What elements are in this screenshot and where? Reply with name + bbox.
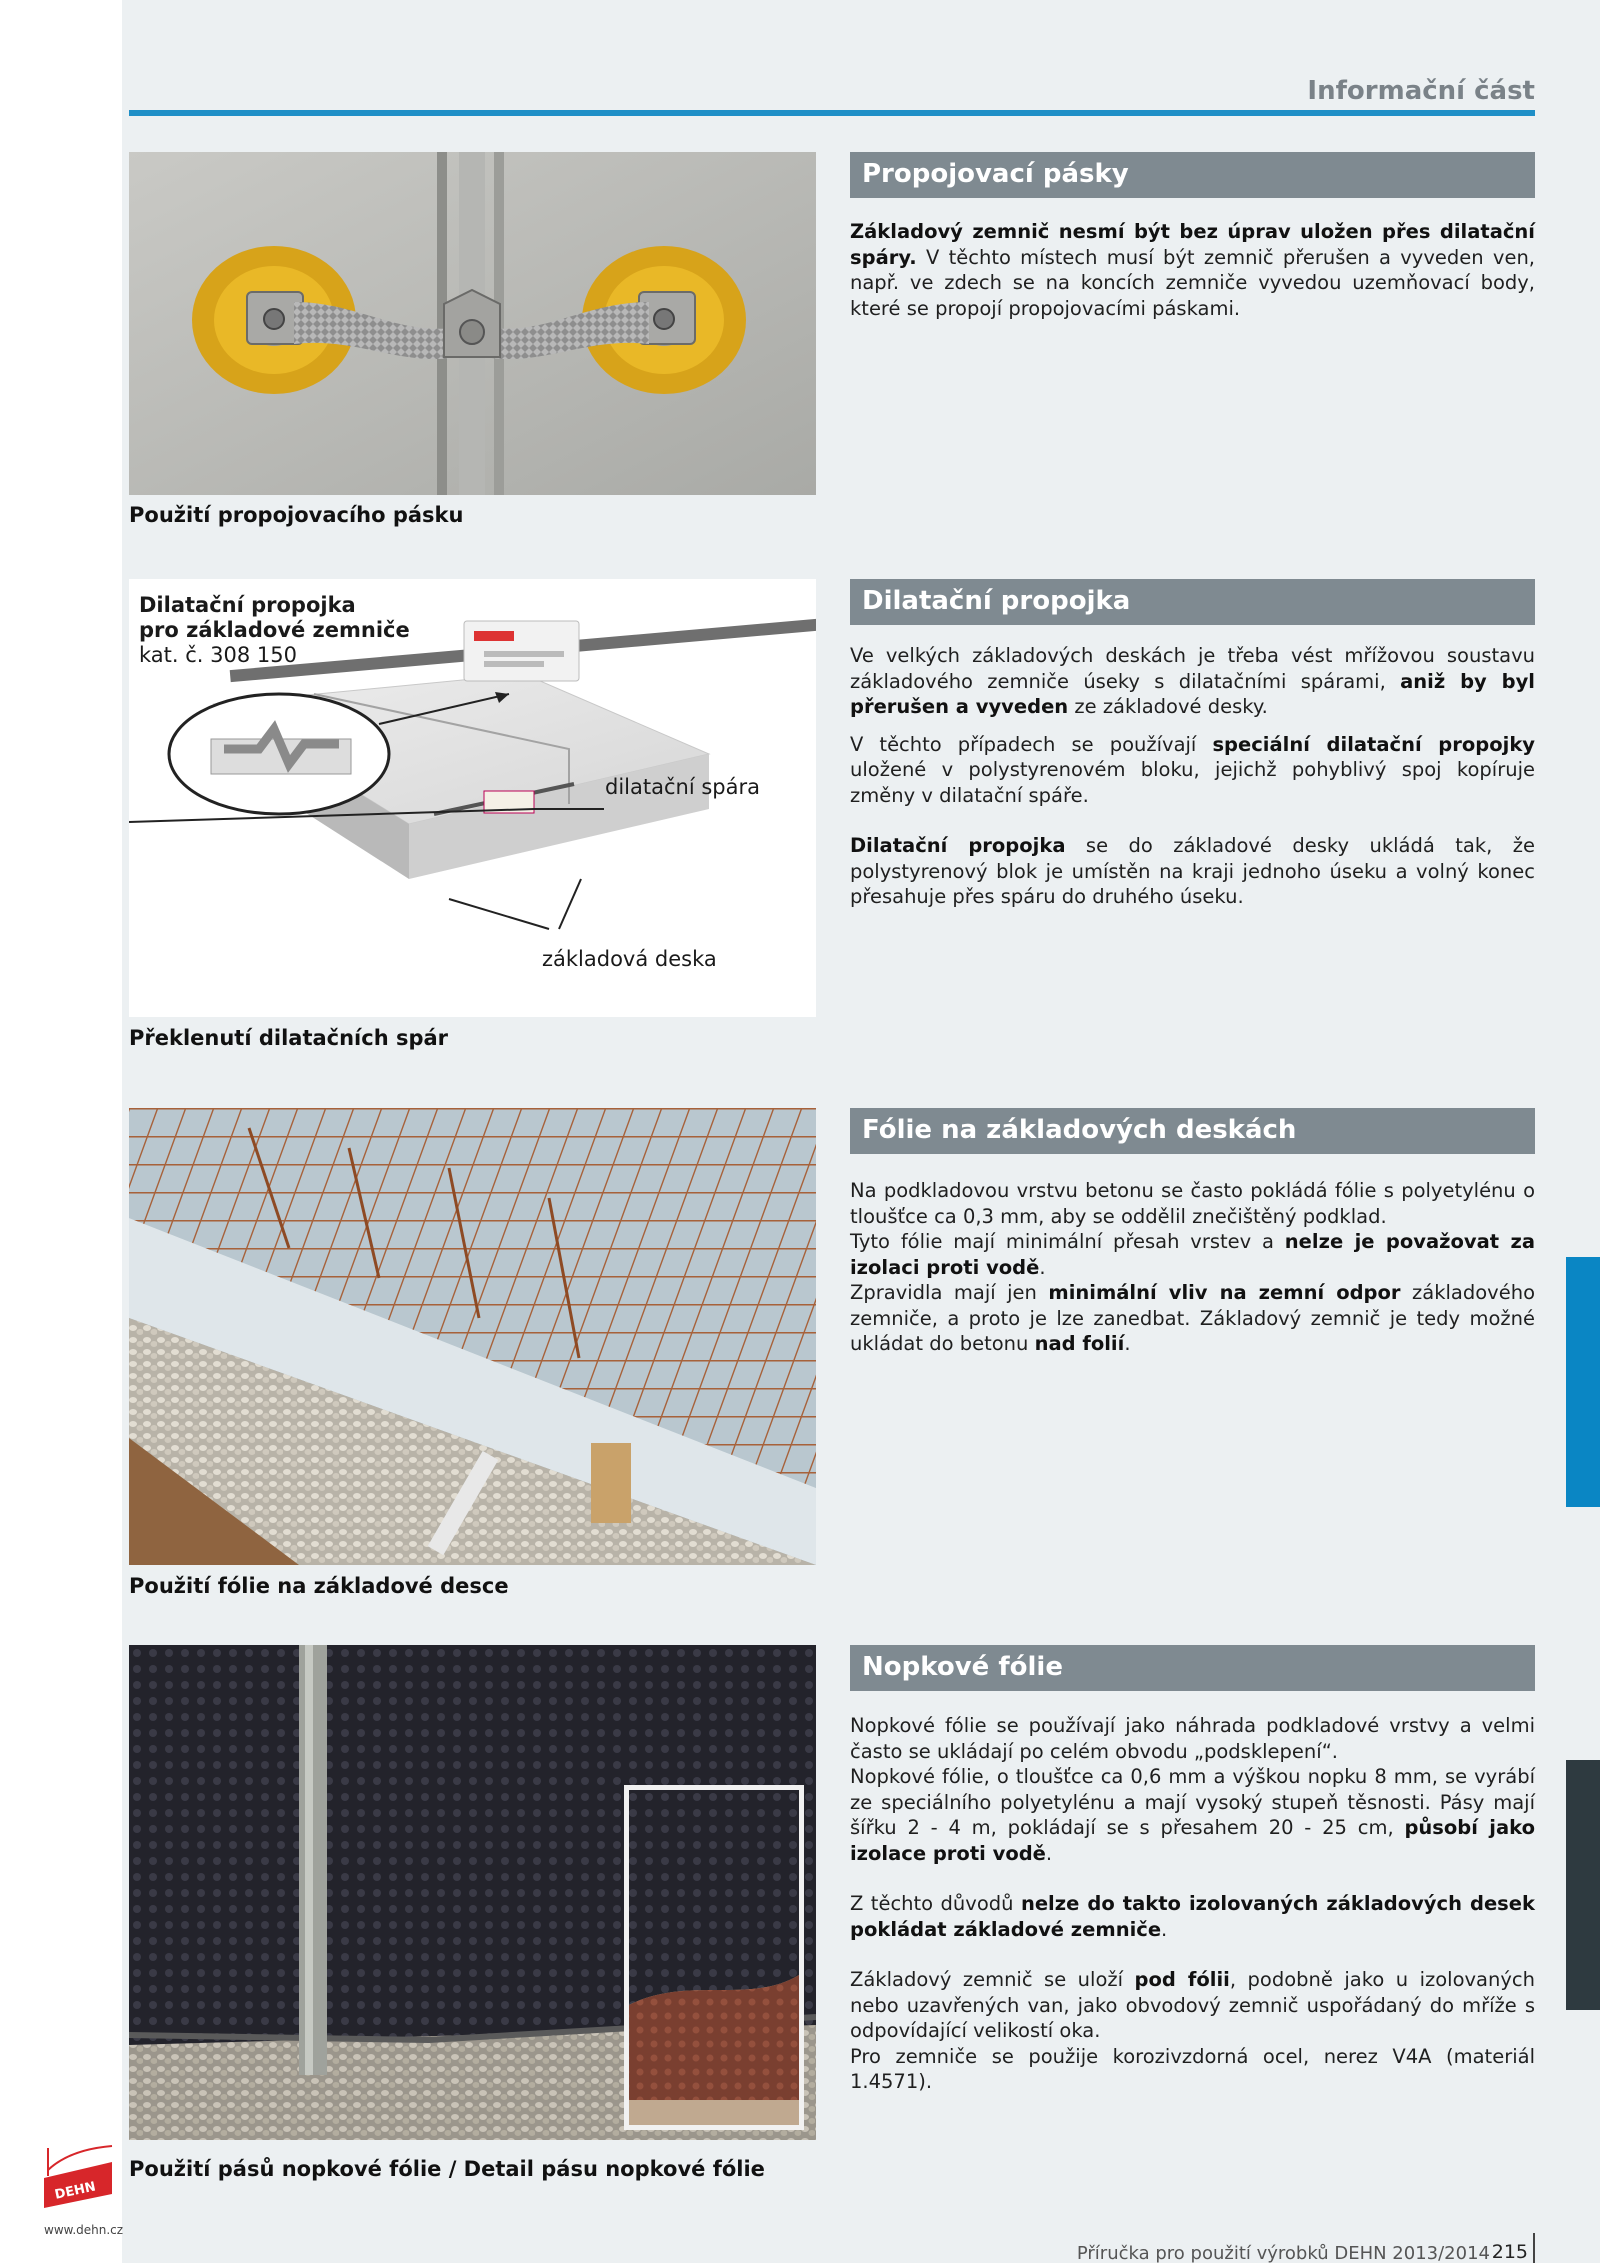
text-span: .	[1045, 1841, 1053, 1865]
heading-folie-na-zakladovych-deskach: Fólie na základových deskách	[850, 1108, 1535, 1154]
header-rule	[129, 110, 1535, 116]
side-tab-active	[1566, 1257, 1600, 1507]
text-bold: speciální dilatační propojky	[1212, 732, 1535, 756]
heading-dilatacni-propojka: Dilatační propojka	[850, 579, 1535, 625]
caption-bonding-strap: Použití propojovacího pásku	[129, 503, 464, 527]
text-span: V těchto případech se používají	[850, 732, 1213, 756]
diagram-title-line2: pro základové zemniče	[139, 618, 410, 642]
page-header-title: Informační část	[1307, 76, 1535, 106]
diagram-title	[139, 593, 410, 668]
text-span: základového zemniče, a proto je lze zanedbat. Základový zemnič je tedy možné ukládat do betonu	[850, 1281, 1535, 1355]
footer-divider	[1533, 2233, 1535, 2263]
diagram-catalog: kat. č. 308 150	[139, 643, 297, 667]
heading-nopkove-folie: Nopkové fólie	[850, 1645, 1535, 1691]
caption-expansion-bridge: Překlenutí dilatačních spár	[129, 1026, 449, 1050]
text-span: .	[1161, 1917, 1168, 1941]
side-tab-dark	[1566, 1760, 1600, 2010]
diagram-title-line1: Dilatační propojka	[139, 593, 356, 617]
text-paragraph: Na podkladovou vrstvu betonu se často pokládá fólie s polyetylénu o tloušťce ca 0,3 mm, aby se oddělil znečištěný podklad.	[850, 1179, 1535, 1228]
page-number: 215	[1491, 2241, 1528, 2263]
text-bold: Dilatační propojka	[850, 834, 1066, 857]
diagram-label-joint: dilatační spára	[605, 775, 760, 799]
text-nopkove-folie	[850, 1713, 1535, 2095]
text-span: Z těchto důvodů	[850, 1892, 1021, 1915]
diagram-label-slab: základová deska	[542, 947, 717, 971]
text-span: .	[1039, 1255, 1046, 1279]
photo-dimpled-membrane	[129, 1645, 816, 2140]
text-bold: nelze do takto izolovaných základových desek pokládat základové zemniče	[850, 1892, 1535, 1941]
text-span: Základový zemnič se uloží	[850, 1968, 1135, 1991]
text-paragraph: Nopkové fólie se používají jako náhrada podkladové vrstvy a velmi často se ukládají po celém obvodu „podsklepení“.	[850, 1714, 1535, 1763]
text-bold: nelze je považovat za izolaci proti vodě	[850, 1230, 1535, 1279]
text-span: Tyto fólie mají minimální přesah vrstev a	[850, 1230, 1285, 1253]
logo-text: DEHN	[53, 2179, 98, 2203]
text-bold: pod fólii	[1134, 1968, 1230, 1991]
dehn-logo	[40, 2140, 116, 2216]
photo-bonding-strap	[129, 152, 816, 495]
text-span: , podobně jako u izolovaných nebo uzavřených van, jako obvodový zemnič uspořádaný do mříže s odpovídající velikostí oka.	[850, 1968, 1535, 2042]
text-span: Zpravidla mají jen	[850, 1281, 1049, 1304]
text-bold: Základový zemnič nesmí být bez úprav uložen přes dilatační spáry.	[850, 220, 1535, 269]
diagram-expansion-bridge	[129, 579, 816, 1017]
text-span: se do základové desky ukládá tak, že polystyrenový blok je umístěn na kraji jednoho úseku a volný konec přesahuje přes spáru do druhého úseku.	[850, 834, 1535, 908]
text-span: .	[1124, 1332, 1131, 1355]
text-span: V těchto místech musí být zemnič přerušen a vyveden ven, např. ve zdech se na koncích zemniče vyvedou uzemňovací body, které se propojí propojovacími páskami.	[850, 245, 1535, 320]
text-folie-na-zakladovych-deskach	[850, 1178, 1535, 1357]
text-bold: minimální vliv na zemní odpor	[1048, 1281, 1401, 1304]
text-span: Ve velkých základových deskách je třeba vést mřížovou soustavu základového zemniče úseky s dilatačními spárami,	[850, 644, 1535, 693]
text-paragraph: Pro zemniče se použije korozivzdorná ocel, nerez V4A (materiál 1.4571).	[850, 2044, 1535, 2093]
text-dilatacni-propojka	[850, 643, 1535, 910]
footer-url: www.dehn.cz	[44, 2223, 124, 2237]
text-bold: působí jako izolace proti vodě	[850, 1816, 1535, 1865]
text-span: Nopkové fólie, o tloušťce ca 0,6 mm a výškou nopku 8 mm, se vyrábí ze speciálního polyetylénu a mají vysoký stupeň těsnosti. Pásy mají šířku 2 - 4 m, pokládají se s přesahem 20 - 25 cm,	[850, 1765, 1535, 1839]
text-span: ze základové desky.	[1068, 695, 1268, 718]
text-bold: nad folií	[1034, 1332, 1125, 1355]
text-bold: aniž by byl přerušen a vyveden	[850, 669, 1535, 718]
text-propojovaci-pasky	[850, 219, 1535, 321]
caption-foil-on-slab: Použití fólie na základové desce	[129, 1574, 509, 1598]
caption-dimpled-membrane: Použití pásů nopkové fólie / Detail pásu nopkové fólie	[129, 2157, 765, 2181]
footer-publication: Příručka pro použití výrobků DEHN 2013/2014	[1076, 2243, 1490, 2263]
heading-propojovaci-pasky: Propojovací pásky	[850, 152, 1535, 198]
text-span: uložené v polystyrenovém bloku, jejichž pohyblivý spoj kopíruje změny v dilatační spáře.	[850, 758, 1535, 807]
photo-foil-on-slab	[129, 1108, 816, 1565]
